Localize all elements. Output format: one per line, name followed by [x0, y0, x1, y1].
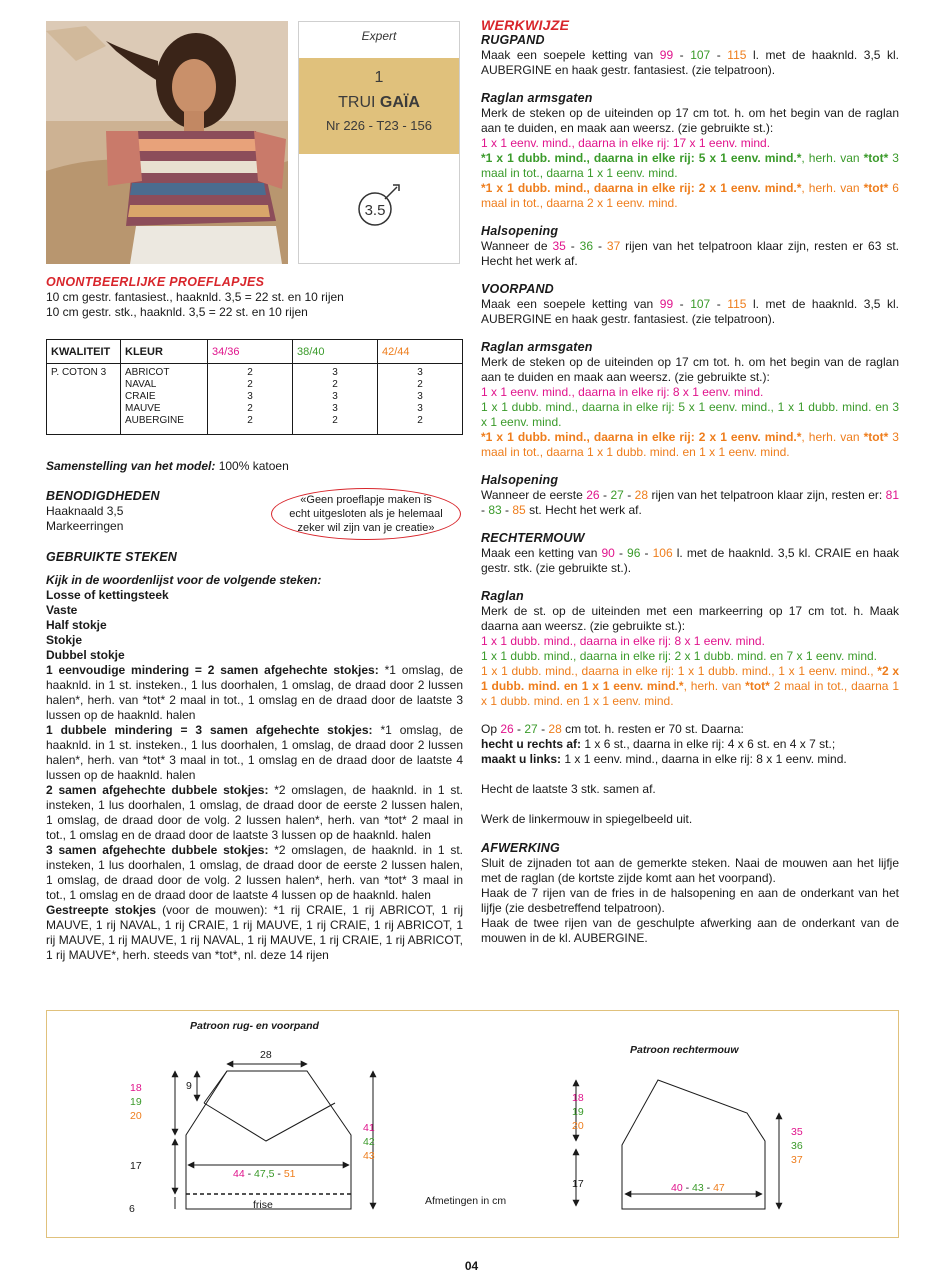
voorpand-raglan-size-2: 1 x 1 dubb. mind., daarna in elke rij: 5 x 1 eenv. mind., 1 x 1 dubb. mind. en 3 x 1 eenv. mind.	[481, 400, 899, 429]
yarn-table-row	[47, 364, 463, 435]
size-1: 90	[601, 546, 615, 560]
rugpand-raglan-size-2	[481, 151, 899, 181]
rechtermouw-raglan-size-2: 1 x 1 dubb. mind., daarna in elke rij: 2 x 1 dubb. mind. en 7 x 1 eenv. mind.	[481, 649, 878, 663]
sleeve-lower-label: 17	[572, 1178, 584, 1190]
rechtermouw-laatste: Hecht de laatste 3 stk. samen af.	[481, 782, 656, 796]
text: , herh. van	[801, 151, 864, 165]
stitch-text: *1 omslag, de haaknld. in 1 st. insteken., 1 lus doorhalen, 1 omslag, de draad door 2 lussen halen*, herh. van *tot* 3 maal in tot., 1 omslag en de draad door de laatste 4 lussen op de haaknld. halen	[46, 723, 463, 782]
text: *1 x 1 dubb. mind., daarna in elke rij: 5 x 1 eenv. mind.*	[481, 151, 802, 165]
size-1: 26	[500, 722, 514, 736]
rechtermouw-raglan-intro: Merk de st. op de uiteinden met een markeerring op 17 cm tot. h. Maak daarna aan weersz. (zie gebruikte st.):	[481, 604, 899, 633]
stitch-name: Vaste	[46, 603, 78, 617]
stitch-definition	[46, 903, 463, 963]
qty: 2	[417, 415, 423, 426]
composition	[46, 459, 463, 474]
afwerking-line: Sluit de zijnaden tot aan de gemerkte steken. Naai de mouwen aan het lijfje met de raglan (de kortste zijde komt aan het voorpand).	[481, 856, 899, 885]
voorpand-raglan-intro: Merk de steken op de uiteinden op 17 cm tot. h. om het begin van de raglan aan te duiden en maak aan weersz. (zie gebruikte st.):	[481, 355, 899, 384]
body-neck-label: 9	[186, 1080, 192, 1092]
size-3: 47	[713, 1182, 725, 1194]
qty: 2	[247, 379, 253, 390]
sep: -	[703, 1182, 714, 1194]
text: -	[513, 722, 525, 736]
size-3: 85	[512, 503, 526, 517]
size-1: 26	[586, 488, 600, 502]
composition-label: Samenstelling van het model:	[46, 459, 216, 473]
text: 6 maal in tot., daarna 2 x 1 eenv. mind.	[481, 181, 899, 210]
body-top-label: 28	[260, 1049, 272, 1061]
voorpand-raglan-size-1: 1 x 1 eenv. mind., daarna in elke rij: 8 x 1 eenv. mind.	[481, 385, 764, 399]
pattern-title	[299, 85, 459, 110]
rugpand-chain	[481, 48, 899, 78]
size-2: 107	[690, 297, 711, 311]
qty: 3	[332, 403, 338, 414]
text: 1 x 6 st., daarna in elke rij: 4 x 6 st. en 4 x 7 st.;	[581, 737, 836, 751]
quote-line: zeker wil zijn van je creatie»	[297, 522, 435, 534]
text: Op	[481, 722, 501, 736]
rugpand-raglan-size-1: 1 x 1 eenv. mind., daarna in elke rij: 17 x 1 eenv. mind.	[481, 136, 771, 150]
text: 1 x 1 eenv. mind., daarna in elke rij: 8 x 1 eenv. mind.	[561, 752, 847, 766]
size-3: 115	[727, 297, 747, 311]
text: -	[599, 488, 611, 502]
sleeve-raglan-size-2: 19	[572, 1106, 584, 1118]
quote-line: echt uitgesloten als je helemaal	[289, 508, 443, 520]
stitch-name: Half stokje	[46, 618, 107, 632]
size-2: 96	[627, 546, 641, 560]
supply-item: Markeerringen	[46, 519, 124, 533]
rechtermouw-chain	[481, 546, 899, 576]
col-size-3: 42/44	[378, 340, 463, 364]
voorpand-heading: VOORPAND	[481, 282, 554, 296]
text: Maak een ketting van	[481, 546, 602, 560]
sleeve-raglan-size-3: 20	[572, 1120, 584, 1132]
size-1: 99	[659, 297, 674, 311]
rechtermouw-links	[481, 752, 899, 767]
size-1: 40	[671, 1182, 683, 1194]
text: 3 maal in tot., daarna 1 x 1 eenv. mind.	[481, 151, 899, 180]
supplies-section	[46, 489, 266, 534]
body-frise-height: 6	[129, 1203, 135, 1215]
model-photo-illustration	[46, 21, 288, 264]
text: Maak een soepele ketting van	[481, 48, 660, 62]
stitch-definition	[46, 723, 463, 783]
text: *1 x 1 dubb. mind., daarna in elke rij: 2 x 1 eenv. mind.*	[481, 430, 802, 444]
stitch-term: 3 samen afgehechte dubbele stokjes:	[46, 843, 269, 857]
qty: 2	[332, 415, 338, 426]
gauge-line-2: 10 cm gestr. stk., haaknld. 3,5 = 22 st. en 10 rijen	[46, 305, 308, 319]
size-2: 36	[579, 239, 594, 253]
color-aubergine: AUBERGINE	[125, 415, 184, 426]
text: *2 x 1 dubb. mind. en 1 x 1 eenv. mind.*	[481, 664, 899, 693]
sleeve-height-size-2: 36	[791, 1140, 803, 1152]
rugpand-raglan-size-3	[481, 181, 899, 211]
size-1: 99	[659, 48, 674, 62]
stitch-definition	[46, 783, 463, 843]
text: *tot*	[745, 679, 770, 693]
sep: -	[244, 1168, 255, 1180]
text: -	[640, 546, 653, 560]
linkermouw-note: Werk de linkermouw in spiegelbeeld uit.	[481, 812, 693, 826]
text: , herh. van	[801, 430, 864, 444]
body-diagram-title: Patroon rug- en voorpand	[190, 1020, 319, 1032]
stitch-name: Dubbel stokje	[46, 648, 125, 662]
stitch-term: Gestreepte stokjes	[46, 903, 157, 917]
pattern-info-card	[298, 21, 460, 264]
size-3: 37	[606, 239, 621, 253]
voorpand-hals	[481, 488, 899, 518]
quote-line: «Geen proeflapje maken is	[300, 494, 432, 506]
hook-size-value: 3.5	[364, 202, 386, 219]
pattern-reference: Nr 226 - T23 - 156	[326, 118, 432, 133]
rechtermouw-rechts	[481, 737, 899, 752]
instructions-title: WERKWIJZE	[481, 17, 570, 33]
voorpand-raglan-heading: Raglan armsgaten	[481, 340, 593, 354]
qty: 2	[247, 403, 253, 414]
quote-callout	[271, 488, 461, 540]
model-photo	[46, 21, 288, 264]
body-height-size-3: 43	[363, 1150, 375, 1162]
text: 2 maal in tot., daarna 1 x 1 dubb. mind. en 1 x 1 eenv. mind.	[481, 679, 899, 708]
crochet-hook-icon	[349, 178, 409, 234]
text: l. met de haaknld. 3,5 kl. CRAIE en haak gestr. stk. (zie gebruikte st.).	[481, 546, 899, 575]
qty: 3	[417, 403, 423, 414]
body-height-size-2: 42	[363, 1136, 375, 1148]
col-kleur: KLEUR	[121, 340, 208, 364]
size-2: 27	[610, 488, 624, 502]
pattern-title-prefix: TRUI	[338, 94, 380, 111]
qty-size-1	[208, 364, 293, 435]
text: Wanneer de	[481, 239, 553, 253]
stitch-name: Stokje	[46, 633, 83, 647]
schematic-drawing	[47, 1011, 900, 1239]
schematic-box	[46, 1010, 899, 1238]
rugpand-hals	[481, 239, 899, 269]
text: 1 x 1 dubb. mind., daarna in elke rij: 1 x 1 dubb. mind., 1 x 1 eenv. mind.,	[481, 664, 878, 678]
text: *tot*	[863, 151, 889, 165]
sleeve-height-size-3: 37	[791, 1154, 803, 1166]
size-1: 81	[885, 488, 900, 502]
sep: -	[682, 1182, 693, 1194]
text: *1 x 1 dubb. mind., daarna in elke rij: 2 x 1 eenv. mind.*	[481, 181, 802, 195]
rechtermouw-heading: RECHTERMOUW	[481, 531, 585, 545]
supply-item: Haaknaald 3,5	[46, 504, 124, 518]
rugpand-raglan-heading: Raglan armsgaten	[481, 91, 593, 105]
text: maakt u links:	[481, 752, 562, 766]
body-side-label: 17	[130, 1160, 142, 1172]
sep: -	[274, 1168, 284, 1180]
sleeve-labels	[572, 1092, 803, 1194]
text: -	[501, 503, 513, 517]
stitch-definition	[46, 663, 463, 723]
stitch-term: 1 dubbele mindering = 3 samen afgehechte stokjes:	[46, 723, 373, 737]
voorpand-raglan-size-3	[481, 430, 899, 460]
qty: 3	[417, 391, 423, 402]
afwerking-heading: AFWERKING	[481, 841, 560, 855]
stitch-text: *2 omslagen, de haaknld. in 1 st. insteken, 1 lus doorhalen, 1 omslag, de draad door de eerste 2 lussen halen, 1 omslag, de draad door de volg. 2 lussen halen*, herh. van *tot* 2 maal in tot., 1 omslag en de draad door de laatste 3 lussen op de haaknld. halen	[46, 783, 463, 842]
sleeve-width-label	[671, 1182, 725, 1194]
supplies-heading: BENODIGDHEDEN	[46, 489, 160, 503]
body-armhole-size-3: 20	[130, 1110, 142, 1122]
text: l. met de haaknld. 3,5 kl. AUBERGINE en haak gestr. fantasiest. (zie telpatroon).	[481, 297, 900, 326]
sleeve-diagram-title: Patroon rechtermouw	[630, 1044, 739, 1056]
text: hecht u rechts af:	[481, 737, 582, 751]
qty: 3	[417, 367, 423, 378]
stitch-text: *2 omslagen, de haaknld. in 1 st. insteken, 1 lus doorhalen, 1 omslag, de draad door de eerste 2 lussen halen, 1 omslag, de draad door de volg. 2 lussen halen*, herh. van *tot* 3 maal in tot., 1 omslag en de draad door de laatste 4 lussen op de haaknld. halen	[46, 843, 463, 902]
yarn-table-header	[47, 340, 463, 364]
text: -	[481, 503, 489, 517]
size-3: 28	[548, 722, 562, 736]
size-3: 115	[727, 48, 747, 62]
body-width-label	[233, 1168, 296, 1180]
pattern-title-name: GAÏA	[379, 94, 420, 111]
yarn-table	[46, 339, 463, 435]
stitch-text: *1 omslag, de haaknld. in 1 st. insteken., 1 lus doorhalen, 1 omslag, de draad door 2 lussen halen*, herh. van *tot* 2 maal in tot., 1 omslag en de draad door de laatste 3 lussen op de haaknld. halen	[46, 663, 463, 722]
rechtermouw-raglan-size-1: 1 x 1 dubb. mind., daarna in elke rij: 8 x 1 eenv. mind.	[481, 634, 765, 648]
afwerking-line: Haak de 7 rijen van de fries in de halsopening en aan de onderkant van het lijfje (zie desbetreffend telpatroon).	[481, 886, 899, 915]
text: -	[673, 48, 691, 62]
rechtermouw-raglan-size-3	[481, 664, 899, 709]
qty: 2	[417, 379, 423, 390]
text: st. Hecht het werk af.	[525, 503, 642, 517]
composition-value: 100% katoen	[215, 459, 289, 473]
qty-size-3	[378, 364, 463, 435]
size-2: 47,5	[254, 1168, 275, 1180]
qty: 2	[247, 367, 253, 378]
size-2: 27	[524, 722, 538, 736]
pattern-title-block	[299, 58, 459, 154]
qty: 2	[247, 415, 253, 426]
size-1: 35	[552, 239, 566, 253]
stitch-name: Losse of kettingsteek	[46, 588, 169, 602]
rugpand-heading: RUGPAND	[481, 33, 545, 47]
body-armhole-size-2: 19	[130, 1096, 142, 1108]
gauge-heading: ONONTBEERLIJKE PROEFLAPJES	[46, 275, 265, 289]
rugpand-raglan-intro: Merk de steken op de uiteinden op 17 cm tot. h. om het begin van de raglan aan te duiden, en maak aan weersz. (zie gebruikte st.):	[481, 106, 899, 135]
body-raglan	[204, 1071, 227, 1103]
body-armhole-size-1: 18	[130, 1082, 142, 1094]
text: rijen van het telpatroon klaar zijn, resten er:	[648, 488, 886, 502]
text: -	[623, 488, 635, 502]
qty-size-2	[293, 364, 378, 435]
page-number: 04	[464, 1259, 479, 1273]
hook-size-badge	[299, 154, 459, 238]
text: 3 maal in tot., daarna 1 x 1 dubb. mind. en 1 x 1 eenv. mind.	[481, 430, 899, 459]
stitch-term: 2 samen afgehechte dubbele stokjes:	[46, 783, 269, 797]
text: Wanneer de eerste	[481, 488, 587, 502]
qty: 2	[332, 379, 338, 390]
stitches-section	[46, 550, 463, 963]
afwerking-line: Haak de twee rijen van de geschulpte afwerking aan de onderkant van de mouwen in de kl. AUBERGINE.	[481, 916, 899, 945]
frise-label: frise	[253, 1199, 273, 1211]
size-1: 44	[233, 1168, 245, 1180]
text: cm tot. h. resten er 70 st. Daarna:	[561, 722, 744, 736]
text: -	[593, 239, 607, 253]
col-size-1: 34/36	[208, 340, 293, 364]
text: l. met de haaknld. 3,5 kl. AUBERGINE en haak gestr. fantasiest. (zie telpatroon).	[481, 48, 900, 77]
text: , herh. van	[801, 181, 864, 195]
text: -	[710, 48, 728, 62]
stitch-definition	[46, 843, 463, 903]
color-naval: NAVAL	[125, 379, 157, 390]
stitch-term: 1 eenvoudige mindering = 2 samen afgehechte stokjes:	[46, 663, 379, 677]
size-3: 106	[652, 546, 673, 560]
gauge-section	[46, 275, 463, 320]
body-diagram	[175, 1064, 373, 1209]
text: -	[673, 297, 691, 311]
pattern-number: 1	[374, 69, 384, 86]
body-height-size-1: 41	[363, 1122, 375, 1134]
difficulty-level: Expert	[361, 29, 397, 43]
text: *tot*	[863, 430, 889, 444]
qty: 3	[332, 391, 338, 402]
text: , herh. van	[683, 679, 746, 693]
size-2: 43	[692, 1182, 704, 1194]
text: rijen van het telpatroon klaar zijn, resten er 63 st. Hecht het werk af.	[481, 239, 899, 268]
rechtermouw-op	[481, 722, 899, 737]
color-abricot: ABRICOT	[125, 367, 170, 378]
size-2: 83	[488, 503, 502, 517]
sleeve-raglan-size-1: 18	[572, 1092, 584, 1104]
voorpand-chain	[481, 297, 899, 327]
text: Maak een soepele ketting van	[481, 297, 660, 311]
col-kwaliteit: KWALITEIT	[47, 340, 121, 364]
qty: 3	[247, 391, 253, 402]
color-mauve: MAUVE	[125, 403, 161, 414]
stitches-heading: GEBRUIKTE STEKEN	[46, 550, 177, 564]
size-3: 51	[283, 1168, 296, 1180]
text: -	[537, 722, 549, 736]
col-size-2: 38/40	[293, 340, 378, 364]
text: *tot*	[863, 181, 889, 195]
sleeve-height-size-1: 35	[791, 1126, 803, 1138]
body-neckline	[204, 1103, 335, 1141]
yarn-quality: P. COTON 3	[47, 364, 121, 435]
qty: 3	[332, 367, 338, 378]
yarn-colors	[121, 364, 208, 435]
gauge-line-1: 10 cm gestr. fantasiest., haaknld. 3,5 = 22 st. en 10 rijen	[46, 290, 344, 304]
rechtermouw-raglan-heading: Raglan	[481, 589, 524, 603]
color-craie: CRAIE	[125, 391, 156, 402]
rugpand-hals-heading: Halsopening	[481, 224, 559, 238]
stitch-text: (voor de mouwen): *1 rij CRAIE, 1 rij ABRICOT, 1 rij MAUVE, 1 rij NAVAL, 1 rij CRAIE, 1 rij MAUVE, 1 rij CRAIE, 1 rij ABRICOT, 1 rij MAUVE, 1 rij MAUVE, 1 rij NAVAL, 1 rij MAUVE, 1 rij CRAIE, 1 rij ABRICOT, 1 rij MAUVE*, herh. steeds van *tot*, nl. deze 14 rijen	[46, 903, 463, 962]
stitches-intro: Kijk in de woordenlijst voor de volgende steken:	[46, 573, 322, 587]
text: -	[614, 546, 628, 560]
instructions-column	[481, 18, 899, 946]
voorpand-hals-heading: Halsopening	[481, 473, 559, 487]
text: -	[710, 297, 728, 311]
size-2: 107	[690, 48, 711, 62]
measurements-note: Afmetingen in cm	[425, 1195, 507, 1207]
text: -	[565, 239, 580, 253]
size-3: 28	[634, 488, 649, 502]
